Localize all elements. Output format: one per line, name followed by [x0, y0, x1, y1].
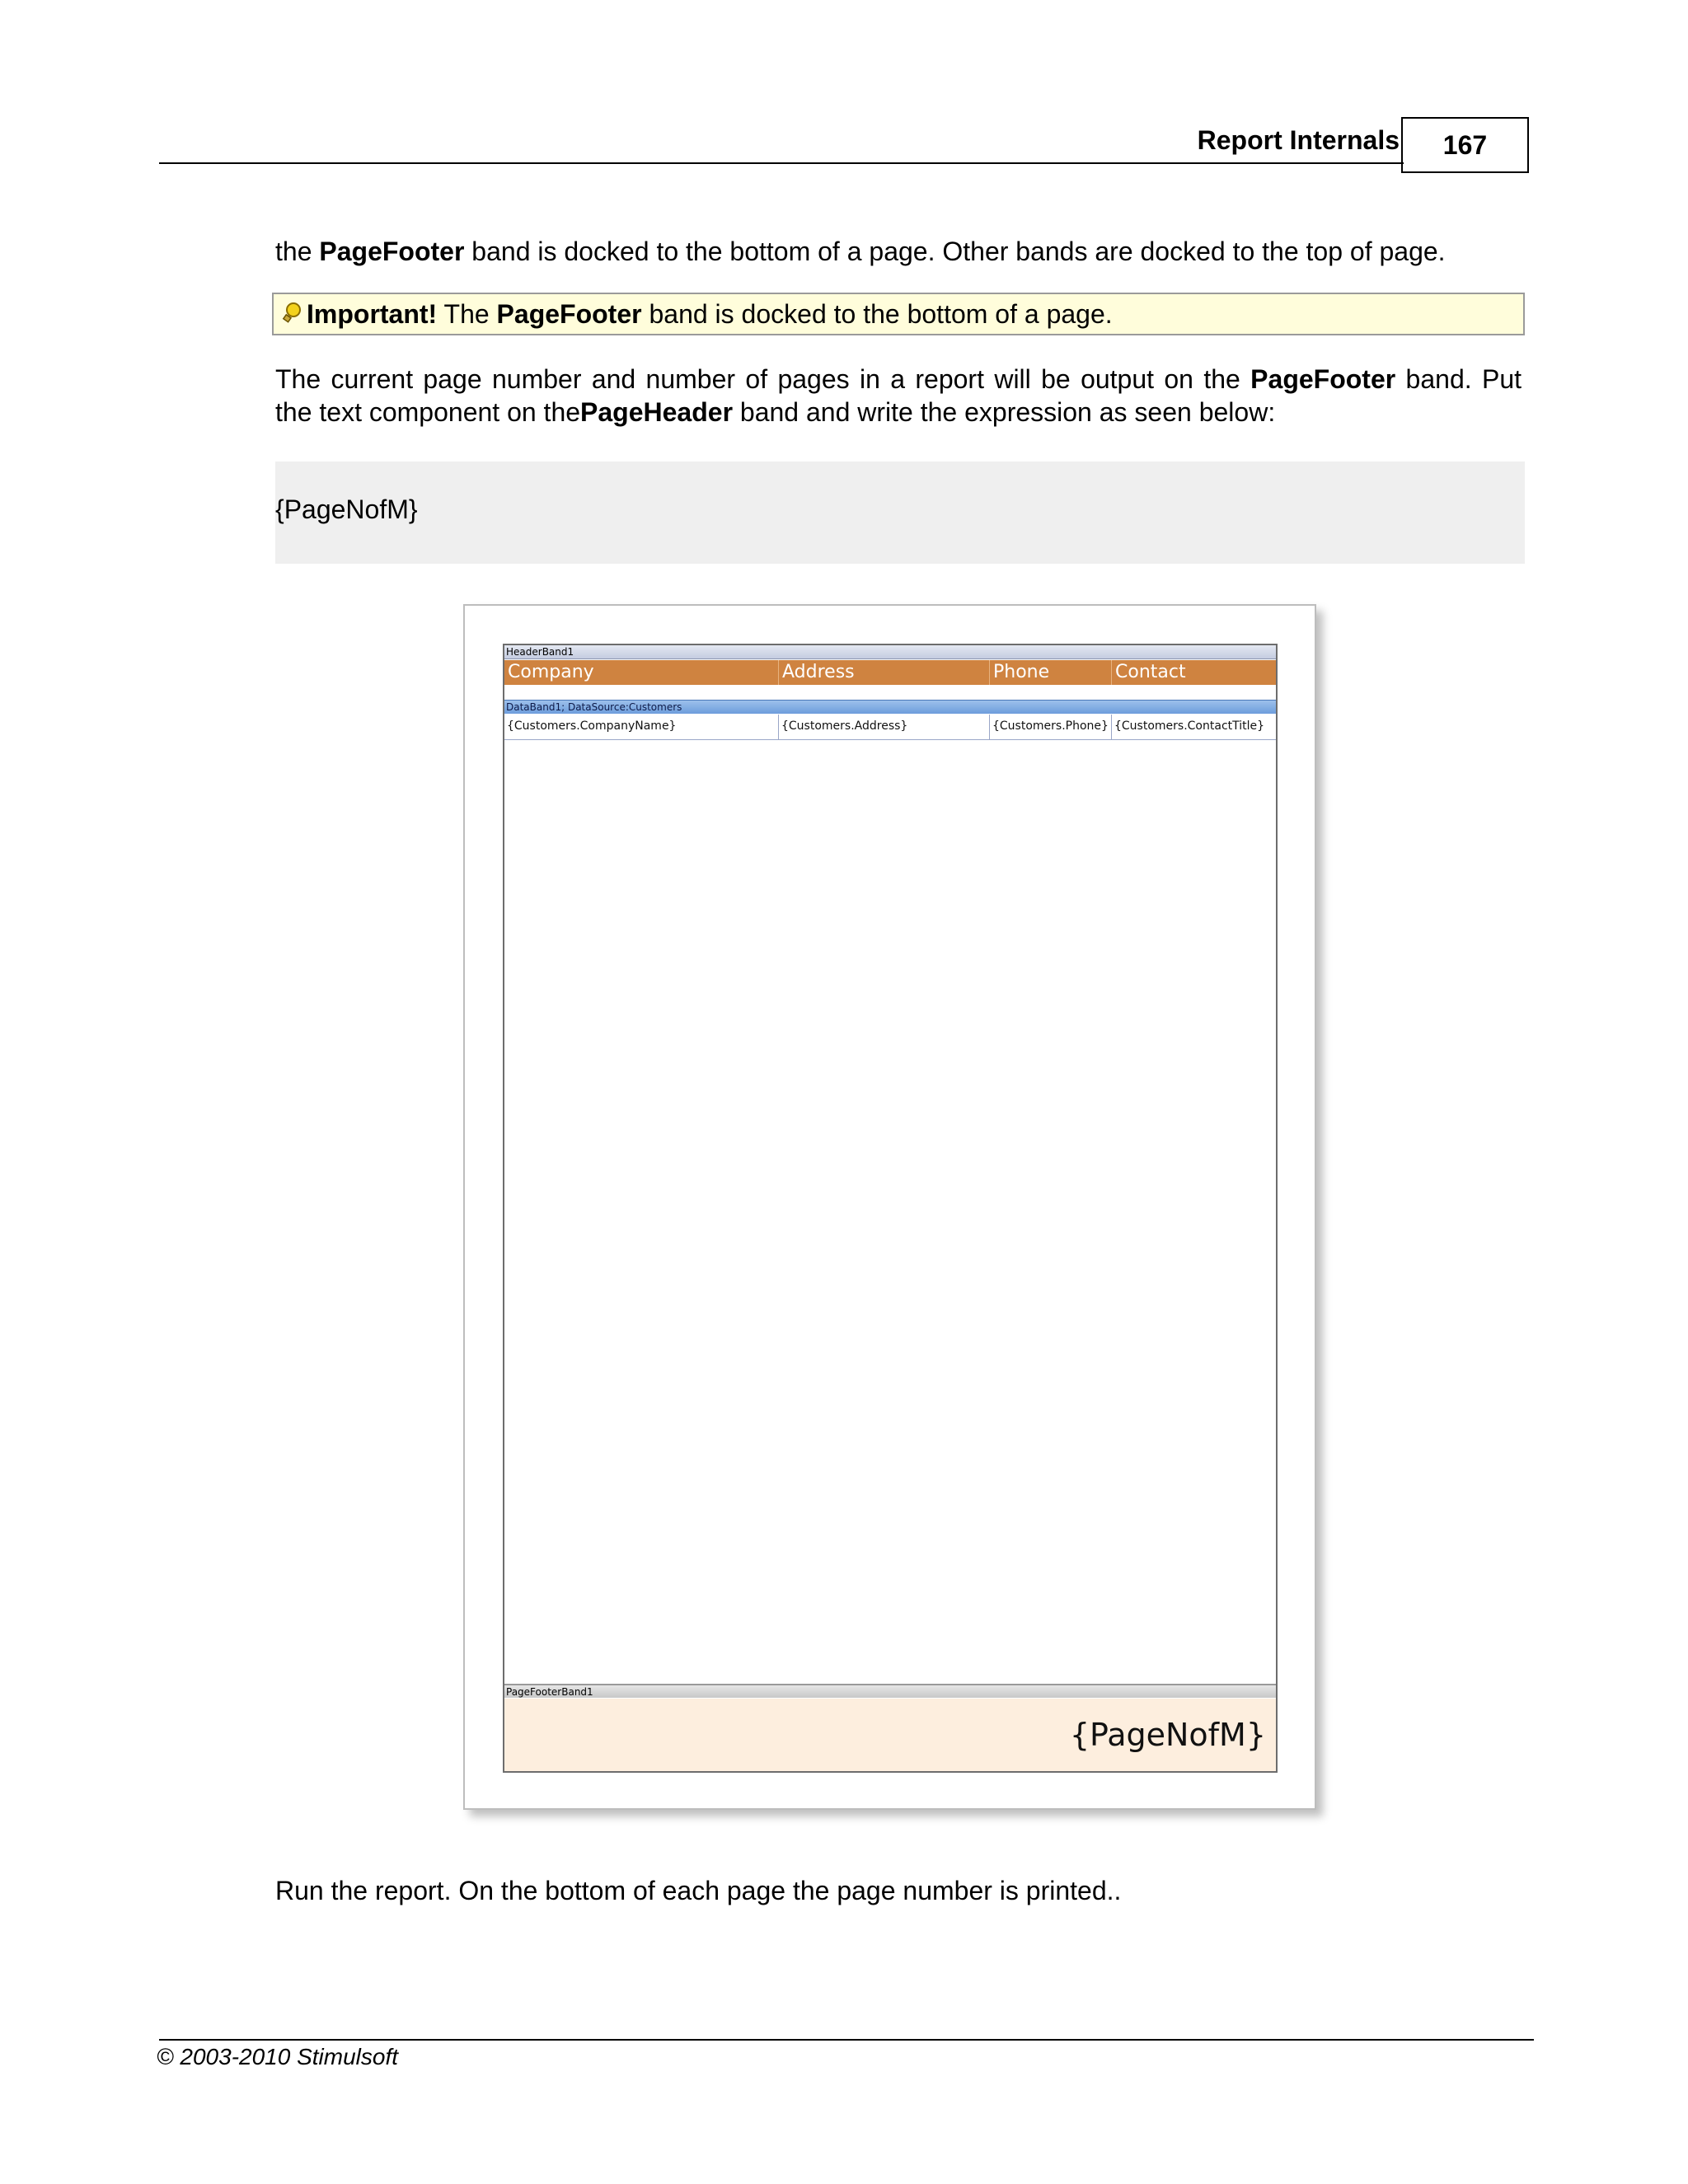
bold-term: PageFooter — [319, 237, 465, 266]
data-band-title: DataBand1; DataSource:Customers — [504, 700, 1276, 714]
paragraph-run: Run the report. On the bottom of each page the page number is printed.. — [275, 1876, 1122, 1905]
header-cell-address: Address — [778, 660, 989, 685]
data-cell-address: {Customers.Address} — [778, 715, 989, 739]
text-run: band and write the expression as seen below: — [733, 397, 1276, 427]
copyright-text: © 2003-2010 Stimulsoft — [157, 2044, 399, 2069]
header-cell-phone: Phone — [989, 660, 1111, 685]
text-run: The current page number and number of pages in a report will be output on the — [275, 364, 1251, 394]
bold-term: PageFooter — [1250, 364, 1396, 394]
page-number-box — [1401, 117, 1529, 173]
header-band-title: HeaderBand1 — [504, 645, 1276, 659]
text-run: band. Put — [1395, 364, 1522, 394]
bold-term: PageFooter — [496, 299, 642, 329]
code-block — [275, 462, 1525, 564]
report-designer-screenshot — [463, 604, 1316, 1810]
header-cell-company: Company — [508, 662, 594, 682]
header-band — [504, 660, 1276, 685]
report-page — [503, 644, 1278, 1773]
paragraph-line — [275, 363, 1522, 396]
lightbulb-icon — [280, 301, 303, 324]
footer-rule — [159, 2039, 1534, 2041]
header-cell-contact: Contact — [1111, 660, 1276, 685]
text-run: band is docked to the bottom of a page. — [641, 299, 1113, 329]
paragraph-intro — [275, 235, 1446, 268]
code-text: {PageNofM} — [275, 494, 418, 524]
text-run: the text component on the — [275, 397, 581, 427]
page-number: 167 — [1442, 129, 1488, 160]
text-run: the — [275, 237, 320, 266]
page-footer-band-title: PageFooterBand1 — [504, 1684, 1276, 1698]
data-cell-contacttitle: {Customers.ContactTitle} — [1111, 715, 1276, 739]
important-note — [272, 293, 1525, 335]
text-run: band is docked to the bottom of a page. Other bands are docked to the top of page. — [464, 237, 1446, 266]
note-label: Important! — [307, 299, 438, 329]
page-footer-band — [504, 1699, 1276, 1771]
bold-term: PageHeader — [580, 397, 734, 427]
data-band — [504, 715, 1276, 740]
data-cell-companyname: {Customers.CompanyName} — [507, 719, 677, 733]
page-footer-expression: {PageNofM} — [1069, 1717, 1266, 1753]
data-cell-phone: {Customers.Phone} — [989, 715, 1111, 739]
paragraph-instructions — [275, 363, 1522, 429]
text-run: The — [437, 299, 497, 329]
section-title: Report Internals — [1197, 125, 1400, 155]
paragraph-line — [275, 396, 1522, 429]
header-rule — [159, 162, 1404, 164]
